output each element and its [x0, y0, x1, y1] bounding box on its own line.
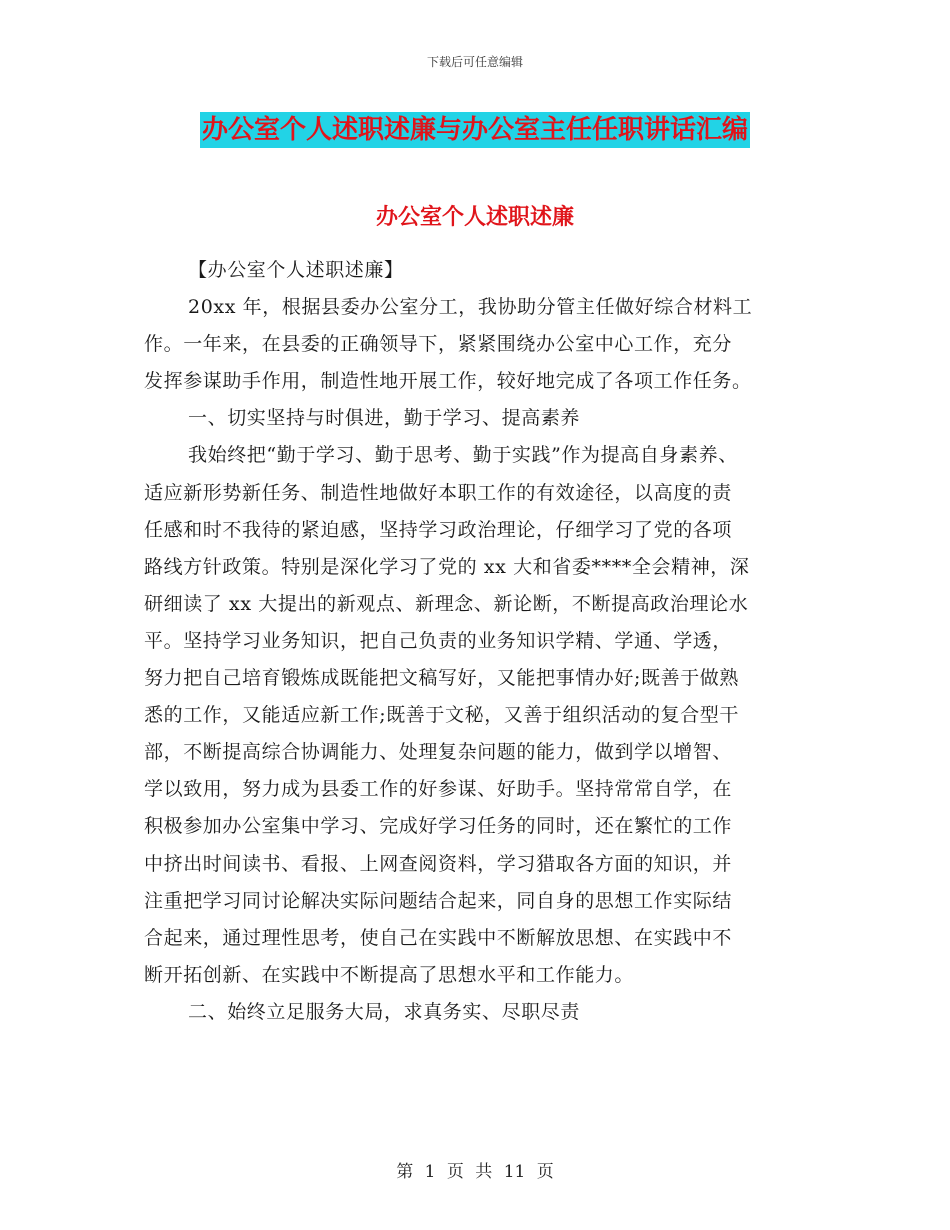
paragraph-line: 中挤出时间读书、看报、上网查阅资料，学习猎取各方面的知识，并 — [144, 852, 733, 875]
paragraph-line: 作。一年来，在县委的正确领导下，紧紧围绕办公室中心工作，充分 — [144, 333, 733, 356]
section-heading: 一、切实坚持与时俱进，勤于学习、提高素养 — [188, 407, 581, 430]
paragraph-line: 适应新形势新任务、制造性地做好本职工作的有效途径，以高度的责 — [144, 481, 733, 504]
paragraph-line: 断开拓创新、在实践中不断提高了思想水平和工作能力。 — [144, 963, 635, 986]
paragraph-line: 积极参加办公室集中学习、完成好学习任务的同时，还在繁忙的工作 — [144, 815, 733, 838]
paragraph-line: 注重把学习同讨论解决实际问题结合起来，同自身的思想工作实际结 — [144, 889, 733, 912]
paragraph-line: 【办公室个人述职述廉】 — [188, 259, 404, 281]
paragraph-line: 研细读了 xx 大提出的新观点、新理念、新论断，不断提高政治理论水 — [144, 592, 749, 615]
paragraph-line: 路线方针政策。特别是深化学习了党的 xx 大和省委****全会精神，深 — [144, 555, 750, 578]
main-title-container — [0, 112, 950, 148]
header-note: 下载后可任意编辑 — [426, 55, 523, 69]
paragraph-line: 努力把自己培育锻炼成既能把文稿写好，又能把事情办好;既善于做熟 — [144, 667, 740, 690]
section-heading: 二、始终立足服务大局，求真务实、尽职尽责 — [188, 1000, 581, 1023]
paragraph-line: 部，不断提高综合协调能力、处理复杂问题的能力，做到学以增智、 — [144, 741, 733, 764]
paragraph-line: 我始终把“勤于学习、勤于思考、勤于实践”作为提高自身素养、 — [188, 444, 738, 467]
main-title: 办公室个人述职述廉与办公室主任任职讲话汇编 — [200, 112, 750, 148]
paragraph-line: 任感和时不我待的紧迫感，坚持学习政治理论，仔细学习了党的各项 — [144, 518, 733, 541]
paragraph-line: 20xx 年，根据县委办公室分工，我协助分管主任做好综合材料工 — [188, 296, 753, 319]
paragraph-line: 平。坚持学习业务知识，把自己负责的业务知识学精、学通、学透， — [144, 629, 733, 652]
paragraph-line: 学以致用，努力成为县委工作的好参谋、好助手。坚持常常自学，在 — [144, 778, 733, 801]
paragraph-line: 发挥参谋助手作用，制造性地开展工作，较好地完成了各项工作任务。 — [144, 370, 752, 393]
paragraph-line: 悉的工作，又能适应新工作;既善于文秘，又善于组织活动的复合型干 — [144, 704, 740, 727]
section-title: 办公室个人述职述廉 — [375, 205, 574, 230]
paragraph-line: 合起来，通过理性思考，使自己在实践中不断解放思想、在实践中不 — [144, 926, 733, 949]
page-footer: 第 1 页 共 11 页 — [396, 1162, 554, 1182]
body-text — [144, 252, 820, 1031]
